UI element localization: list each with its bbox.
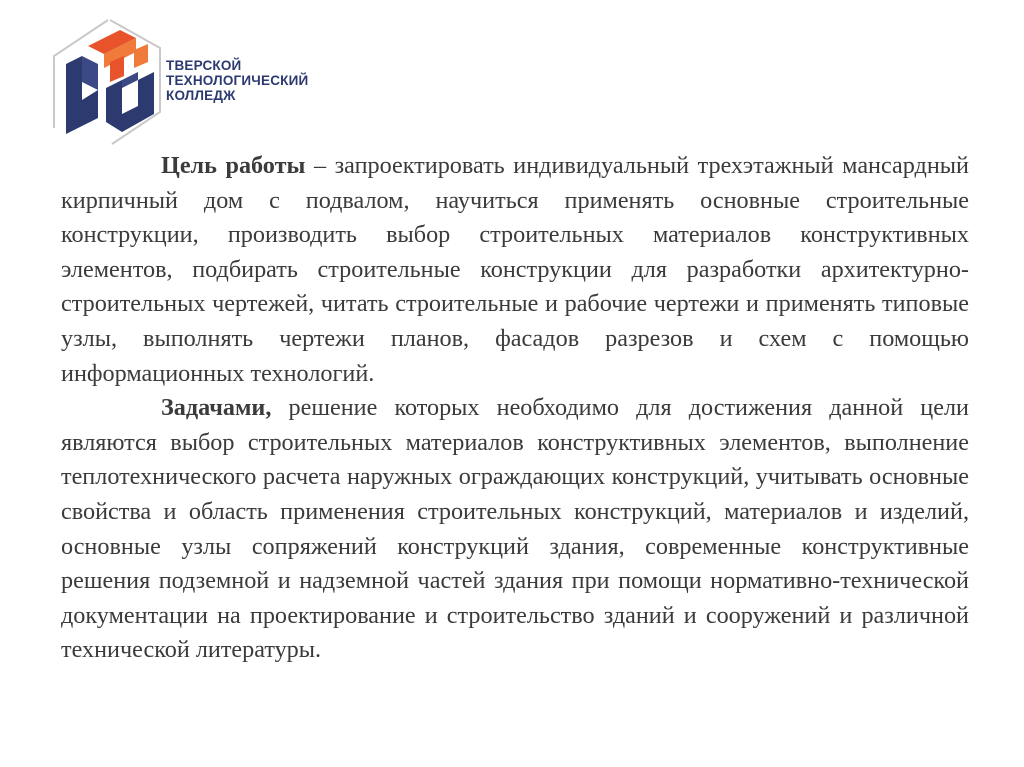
tasks-text: решение которых необходимо для достижения данной цели являются выбор строительных материалов конструктивных элементов, выполнение теплотехнического расчета наружных ограждающих конструкций, учитывать основные свойства и область применения строительных конструкций, материалов и изделий, основные узлы сопряжений конструкций здания, современные конструктивные решения подземной и надземной частей здания при помощи нормативно-технической документации на проектирование и строительство зданий и сооружений и различной технической литературы.	[61, 394, 969, 664]
goal-lead: Цель работы	[161, 152, 306, 179]
college-name-line-3: КОЛЛЕДЖ	[166, 88, 236, 103]
college-emblem-icon	[48, 18, 166, 148]
college-logo	[48, 18, 348, 148]
college-name-line-2: ТЕХНОЛОГИЧЕСКИЙ	[166, 73, 309, 88]
tasks-lead: Задачами,	[161, 394, 272, 422]
goal-text: – запроектировать индивидуальный трехэтажный мансардный кирпичный дом с подвалом, научиться применять основные строительные конструкции, производить выбор строительных материалов конструктивных элементов, подбирать строительные конструкции для разработки архитектурно-строительных чертежей, читать строительные и рабочие чертежи и применять типовые узлы, выполнять чертежи планов, фасадов разрезов и схем с помощью информационных технологий.	[61, 152, 969, 387]
college-name	[166, 58, 308, 103]
goal-paragraph	[61, 149, 969, 391]
tasks-paragraph	[61, 391, 969, 668]
college-name-line-1: ТВЕРСКОЙ	[166, 58, 242, 73]
slide-body	[61, 149, 969, 668]
